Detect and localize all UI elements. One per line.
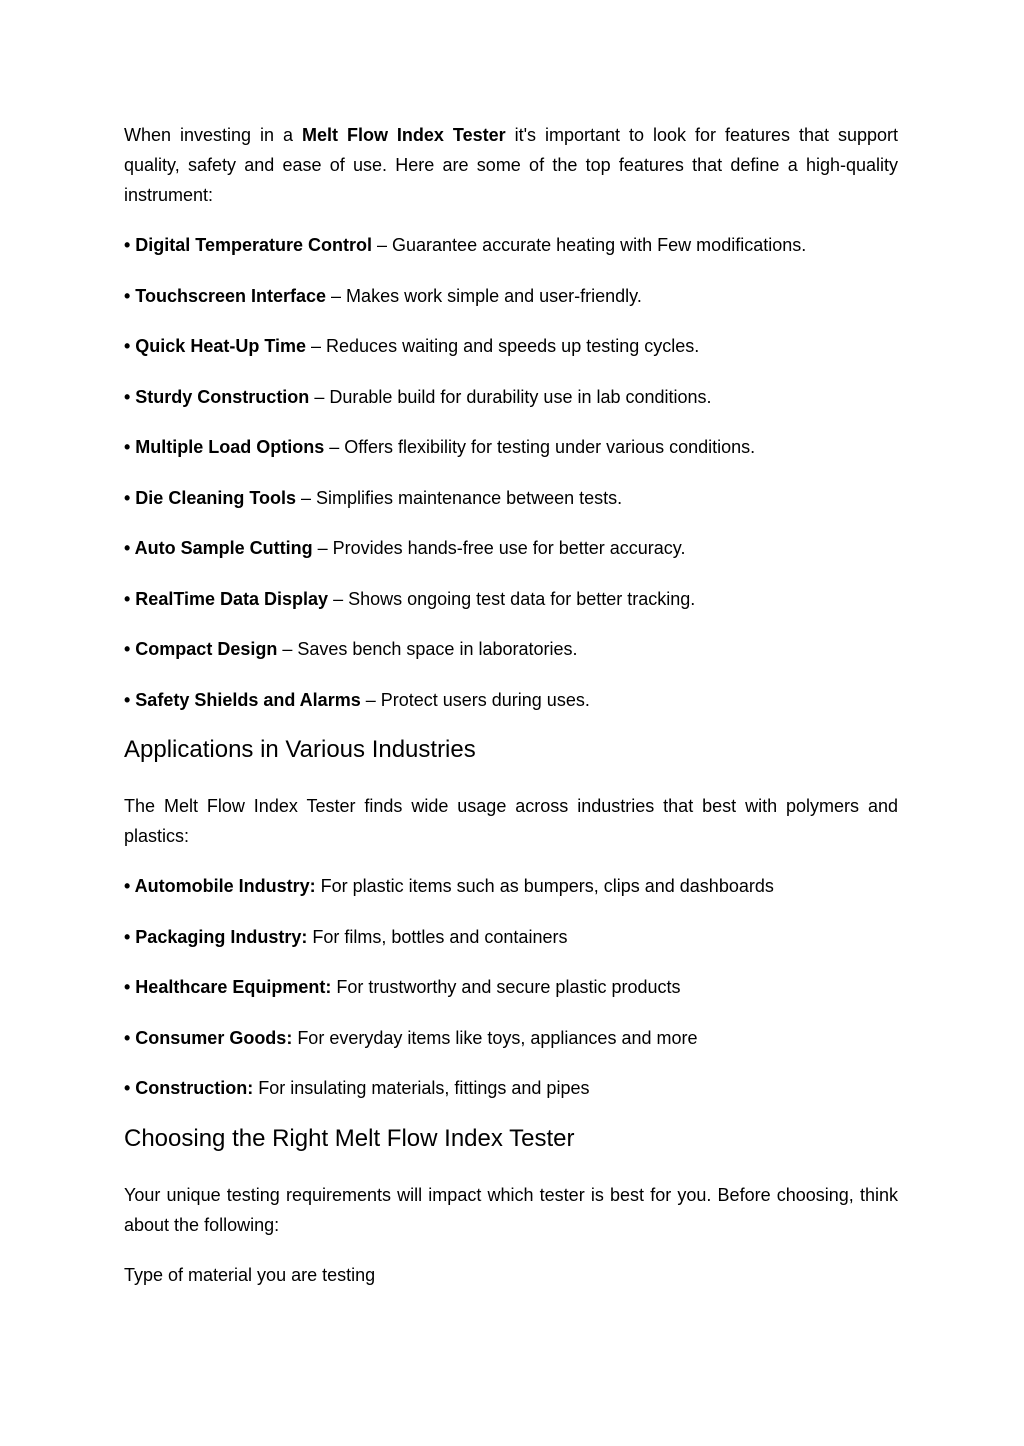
feature-desc: – Reduces waiting and speeds up testing cycles. (306, 336, 700, 356)
intro-product-name: Melt Flow Index Tester (301, 125, 506, 145)
application-desc: For insulating materials, fittings and pipes (253, 1078, 590, 1098)
choosing-intro: Your unique testing requirements will impact which tester is best for you. Before choosing, think about the following: (124, 1184, 898, 1235)
feature-title: • Die Cleaning Tools (124, 487, 296, 508)
feature-desc: – Makes work simple and user-friendly. (326, 285, 642, 306)
application-title: • Packaging Industry: (124, 926, 308, 947)
feature-title: • Digital Temperature Control (124, 235, 372, 255)
feature-title: • Multiple Load Options (124, 437, 325, 457)
choosing-first-item: Type of material you are testing (124, 1264, 376, 1285)
feature-item (124, 483, 898, 513)
feature-item (124, 382, 898, 412)
intro-paragraph (124, 120, 898, 210)
feature-desc: – Guarantee accurate heating with Few modifications. (372, 235, 807, 255)
applications-heading: Applications in Various Industries (124, 736, 476, 763)
feature-item (124, 634, 898, 664)
feature-item (124, 331, 898, 361)
feature-item (124, 230, 898, 260)
intro-prefix: When investing in a (124, 125, 302, 145)
feature-title: • Quick Heat-Up Time (124, 336, 307, 356)
feature-title: • Safety Shields and Alarms (124, 689, 361, 710)
application-item (124, 871, 898, 901)
feature-item (124, 281, 898, 311)
feature-desc: – Provides hands-free use for better accuracy. (312, 538, 686, 558)
document-content (124, 120, 898, 1290)
applications-intro: The Melt Flow Index Tester finds wide usage across industries that best with polymers and plastics: (124, 796, 898, 846)
application-desc: For everyday items like toys, appliances and more (292, 1027, 698, 1048)
feature-title: • Compact Design (124, 639, 278, 659)
feature-desc: – Saves bench space in laboratories. (277, 639, 578, 659)
features-list (124, 230, 898, 715)
application-item (124, 972, 898, 1002)
feature-desc: – Durable build for durability use in lab conditions. (309, 386, 712, 407)
feature-desc: – Offers flexibility for testing under various conditions. (324, 437, 756, 457)
intro-suffix: it's important to look for features that support quality, safety and ease of use. Here are some of the top features that define a high-quality instrument: (124, 125, 898, 205)
application-title: • Consumer Goods: (124, 1027, 293, 1048)
application-title: • Construction: (124, 1078, 254, 1098)
application-item (124, 922, 898, 952)
feature-desc: – Simplifies maintenance between tests. (295, 487, 623, 508)
feature-title: • Auto Sample Cutting (124, 538, 313, 558)
application-desc: For plastic items such as bumpers, clips and dashboards (315, 876, 774, 896)
application-desc: For films, bottles and containers (307, 926, 568, 947)
application-item (124, 1023, 898, 1053)
feature-item (124, 432, 898, 462)
application-title: • Healthcare Equipment: (124, 977, 332, 997)
feature-title: • Touchscreen Interface (124, 285, 327, 306)
application-desc: For trustworthy and secure plastic products (331, 977, 681, 997)
feature-item (124, 584, 898, 614)
choosing-heading: Choosing the Right Melt Flow Index Tester (124, 1124, 575, 1152)
feature-title: • Sturdy Construction (124, 386, 310, 407)
feature-item (124, 533, 898, 563)
application-item (124, 1073, 898, 1103)
application-title: • Automobile Industry: (124, 876, 316, 896)
feature-title: • RealTime Data Display (124, 588, 329, 609)
feature-item (124, 685, 898, 715)
feature-desc: – Shows ongoing test data for better tracking. (328, 588, 696, 609)
feature-desc: – Protect users during uses. (360, 689, 590, 710)
applications-list (124, 871, 898, 1103)
